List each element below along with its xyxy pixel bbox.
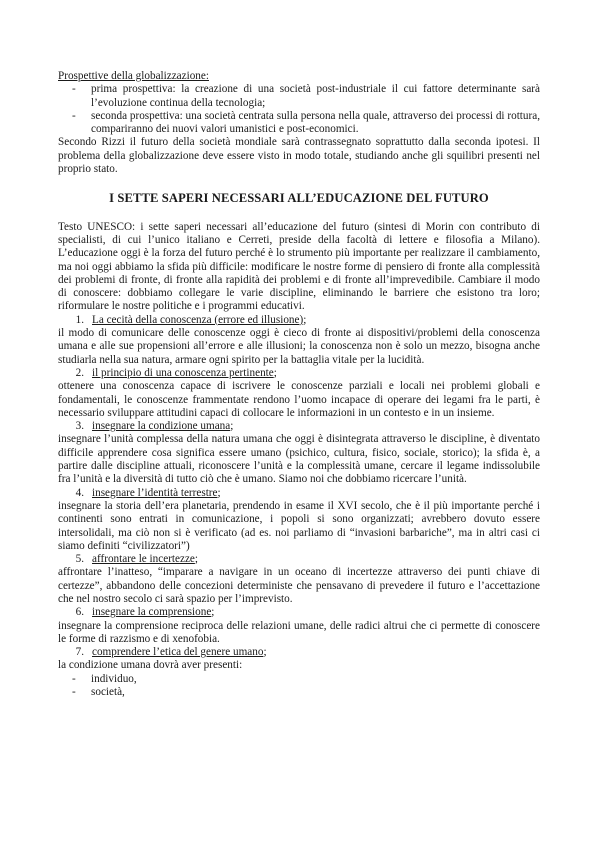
item-title: il principio di una conoscenza pertinente (92, 366, 274, 379)
list-item (58, 686, 540, 699)
sapere-item: 6. insegnare la comprensione; insegnare la comprensione reciproca delle relazioni umane, delle radici altrui che ci permette di conoscere le forme di razzismo e di xenofobia. (58, 606, 540, 645)
paragraph: Testo UNESCO: i sette saperi necessari all’educazione del futuro (sintesi di Morin con contributo di specialisti, di cui l’unico italiano e Cerreti, preside della facoltà di lettere e filosofia a Milano). L’educazione oggi è la forza del futuro perché è lo strumento più importante per realizzare il cambiamento, ma noi oggi abbiamo la sfida più difficile: modificare le nostre forme di pensiero di fronte alla complessità dei problemi di fronte, di fronte alla rapidità dei problemi e di fronte all’imprevedibile. Cambiare il modo di conoscere: dobbiamo collegare le varie discipline, eliminando le barriere che esistono tra loro; riformulare le nostre politiche e i programmi educativi. (58, 220, 540, 313)
list-item (58, 110, 540, 137)
paragraph: Secondo Rizzi il futuro della società mondiale sarà contrassegnato soprattutto dalla seconda ipotesi. Il problema della globalizzazione deve essere visto in modo totale, studiando anche gli squilibri presenti nel proprio stato. (58, 136, 540, 176)
item-title: affrontare le incertezze (92, 553, 195, 566)
item-number: 5. (75, 553, 84, 566)
item-title: La cecità della conoscenza (errore ed illusione) (92, 313, 304, 326)
bullet-dash: - (72, 109, 76, 122)
list-item (58, 673, 540, 686)
item-number: 4. (75, 486, 84, 499)
item-number: 6. (75, 606, 84, 619)
item-text: affrontare l’inatteso, “imparare a navigare in un oceano di incertezze attraverso dei punti chiave di certezze”, abbandono delle concezioni deterministe che pensavano di prevedere il futuro e l’accettazione che nel nostro secolo ci sarà spazio per l’imprevisto. (58, 566, 540, 605)
item-number: 1. (75, 313, 84, 326)
item-number: 2. (75, 366, 84, 379)
sapere-item: 4. insegnare l’identità terrestre; insegnare la storia dell’era planetaria, prendendo in esame il XVI secolo, che è il più importante perché i continenti sono entrati in comunicazione, i popoli si sono organizzati; avrebbero dovuto essere intersolidali, ma ciò non si è verificato (ad es. noi parliamo di “invasioni barbariche”, ma in altri casi ci siamo definiti “civilizzatori”) (58, 486, 540, 552)
item-title: insegnare l’identità terrestre (92, 486, 218, 499)
bullet-dash: - (72, 83, 76, 96)
item-title: insegnare la condizione umana (92, 420, 231, 433)
item-text: ottenere una conoscenza capace di iscrivere le conoscenze parziali e locali nei problemi globali e fondamentali, le conoscenze frammentate rendono l’uomo incapace di operare dei legami fra le parti, è necessario sviluppare attitudini capaci di collocare le informazioni in un contesto e in un insieme. (58, 380, 540, 419)
sapere-item: 2. il principio di una conoscenza pertinente; ottenere una conoscenza capace di iscrivere le conoscenze parziali e locali nei problemi globali e fondamentali, le conoscenze frammentate rendono l’uomo incapace di operare dei legami fra le parti, è necessario sviluppare attitudini capaci di collocare le informazioni in un contesto e in un insieme. (58, 366, 540, 419)
list-item-text: seconda prospettiva: una società centrata sulla persona nella quale, attraverso dei processi di rottura, compariranno dei nuovi valori umanistici e post-economici. (91, 109, 540, 136)
document-page (58, 70, 540, 699)
list-item-text: individuo, (91, 672, 137, 685)
item-title: comprendere l’etica del genere umano (92, 646, 264, 659)
item-text: il modo di comunicare delle conoscenze oggi è cieco di fronte ai dispositivi/problemi della conoscenza umana e alle sue propensioni all’errore e alle illusioni; la conoscenza non è solo un mezzo, bisogna anche studiarla nella sua natura, armare ogni spirito per la battaglia vitale per la lucidità. (58, 327, 540, 366)
item-number: 3. (75, 420, 84, 433)
sapere-item: 3. insegnare la condizione umana; insegnare l’unità complessa della natura umana che oggi è disintegrata attraverso le discipline, è diventato difficile apprendere cosa significa essere umano (psichico, cultura, fisico, sociale, storico); la sfida è, a partire dalle discipline attuali, riconoscere l’unità e la complessità umane, cercare il legame indissolubile fra l’unità e la diversità di tutto ciò che è umano. Siamo noi che dobbiamo ricercare l’unità. (58, 420, 540, 486)
bullet-dash: - (72, 672, 76, 685)
section-heading: Prospettive della globalizzazione: (58, 70, 209, 82)
sapere-item: 5. affrontare le incertezze; affrontare l’inatteso, “imparare a navigare in un oceano di incertezze attraverso dei punti chiave di certezze”, abbandono delle concezioni deterministe che pensavano di prevedere il futuro e l’accettazione che nel nostro secolo ci sarà spazio per l’imprevisto. (58, 553, 540, 605)
list-item-text: prima prospettiva: la creazione di una società post-industriale il cui fattore determinante sarà l’evoluzione continua della tecnologia; (91, 83, 540, 109)
item-title: insegnare la comprensione (92, 606, 212, 619)
sapere-item: 1. La cecità della conoscenza (errore ed illusione); il modo di comunicare delle conoscenze oggi è cieco di fronte ai dispositivi/problemi della conoscenza umana e alle sue propensioni all’errore e alle illusioni; la conoscenza non è solo un mezzo, bisogna anche studiarla nella sua natura, armare ogni spirito per la battaglia vitale per la lucidità. (58, 313, 540, 366)
item-text: insegnare l’unità complessa della natura umana che oggi è disintegrata attraverso le discipline, è diventato difficile apprendere cosa significa essere umano (psichico, cultura, fisico, sociale, storico); la sfida è, a partire dalle discipline attuali, riconoscere l’unità e la complessità umane, cercare il legame indissolubile fra l’unità e la diversità di tutto ciò che è umano. Siamo noi che dobbiamo ricercare l’unità. (58, 433, 540, 486)
item-text: insegnare la comprensione reciproca delle relazioni umane, delle radici altrui che ci permette di conoscere le forme di razzismo e di xenofobia. (58, 619, 540, 645)
list-item-text: società, (91, 686, 125, 699)
page-title: I SETTE SAPERI NECESSARI ALL’EDUCAZIONE DEL FUTURO (109, 191, 489, 206)
sapere-item: 7. comprendere l’etica del genere umano; la condizione umana dovrà aver presenti: (58, 646, 540, 673)
bullet-dash: - (72, 686, 76, 699)
item-text: la condizione umana dovrà aver presenti: (58, 659, 243, 672)
item-text: insegnare la storia dell’era planetaria, prendendo in esame il XVI secolo, che è il più importante perché i continenti sono entrati in comunicazione, i popoli si sono organizzati; avrebbero dovuto essere intersolidali, ma ciò non si è verificato (ad es. noi parliamo di “invasioni barbariche”, ma in altri casi ci siamo definiti “civilizzatori”) (58, 499, 540, 552)
item-number: 7. (75, 646, 84, 659)
list-item (58, 83, 540, 110)
